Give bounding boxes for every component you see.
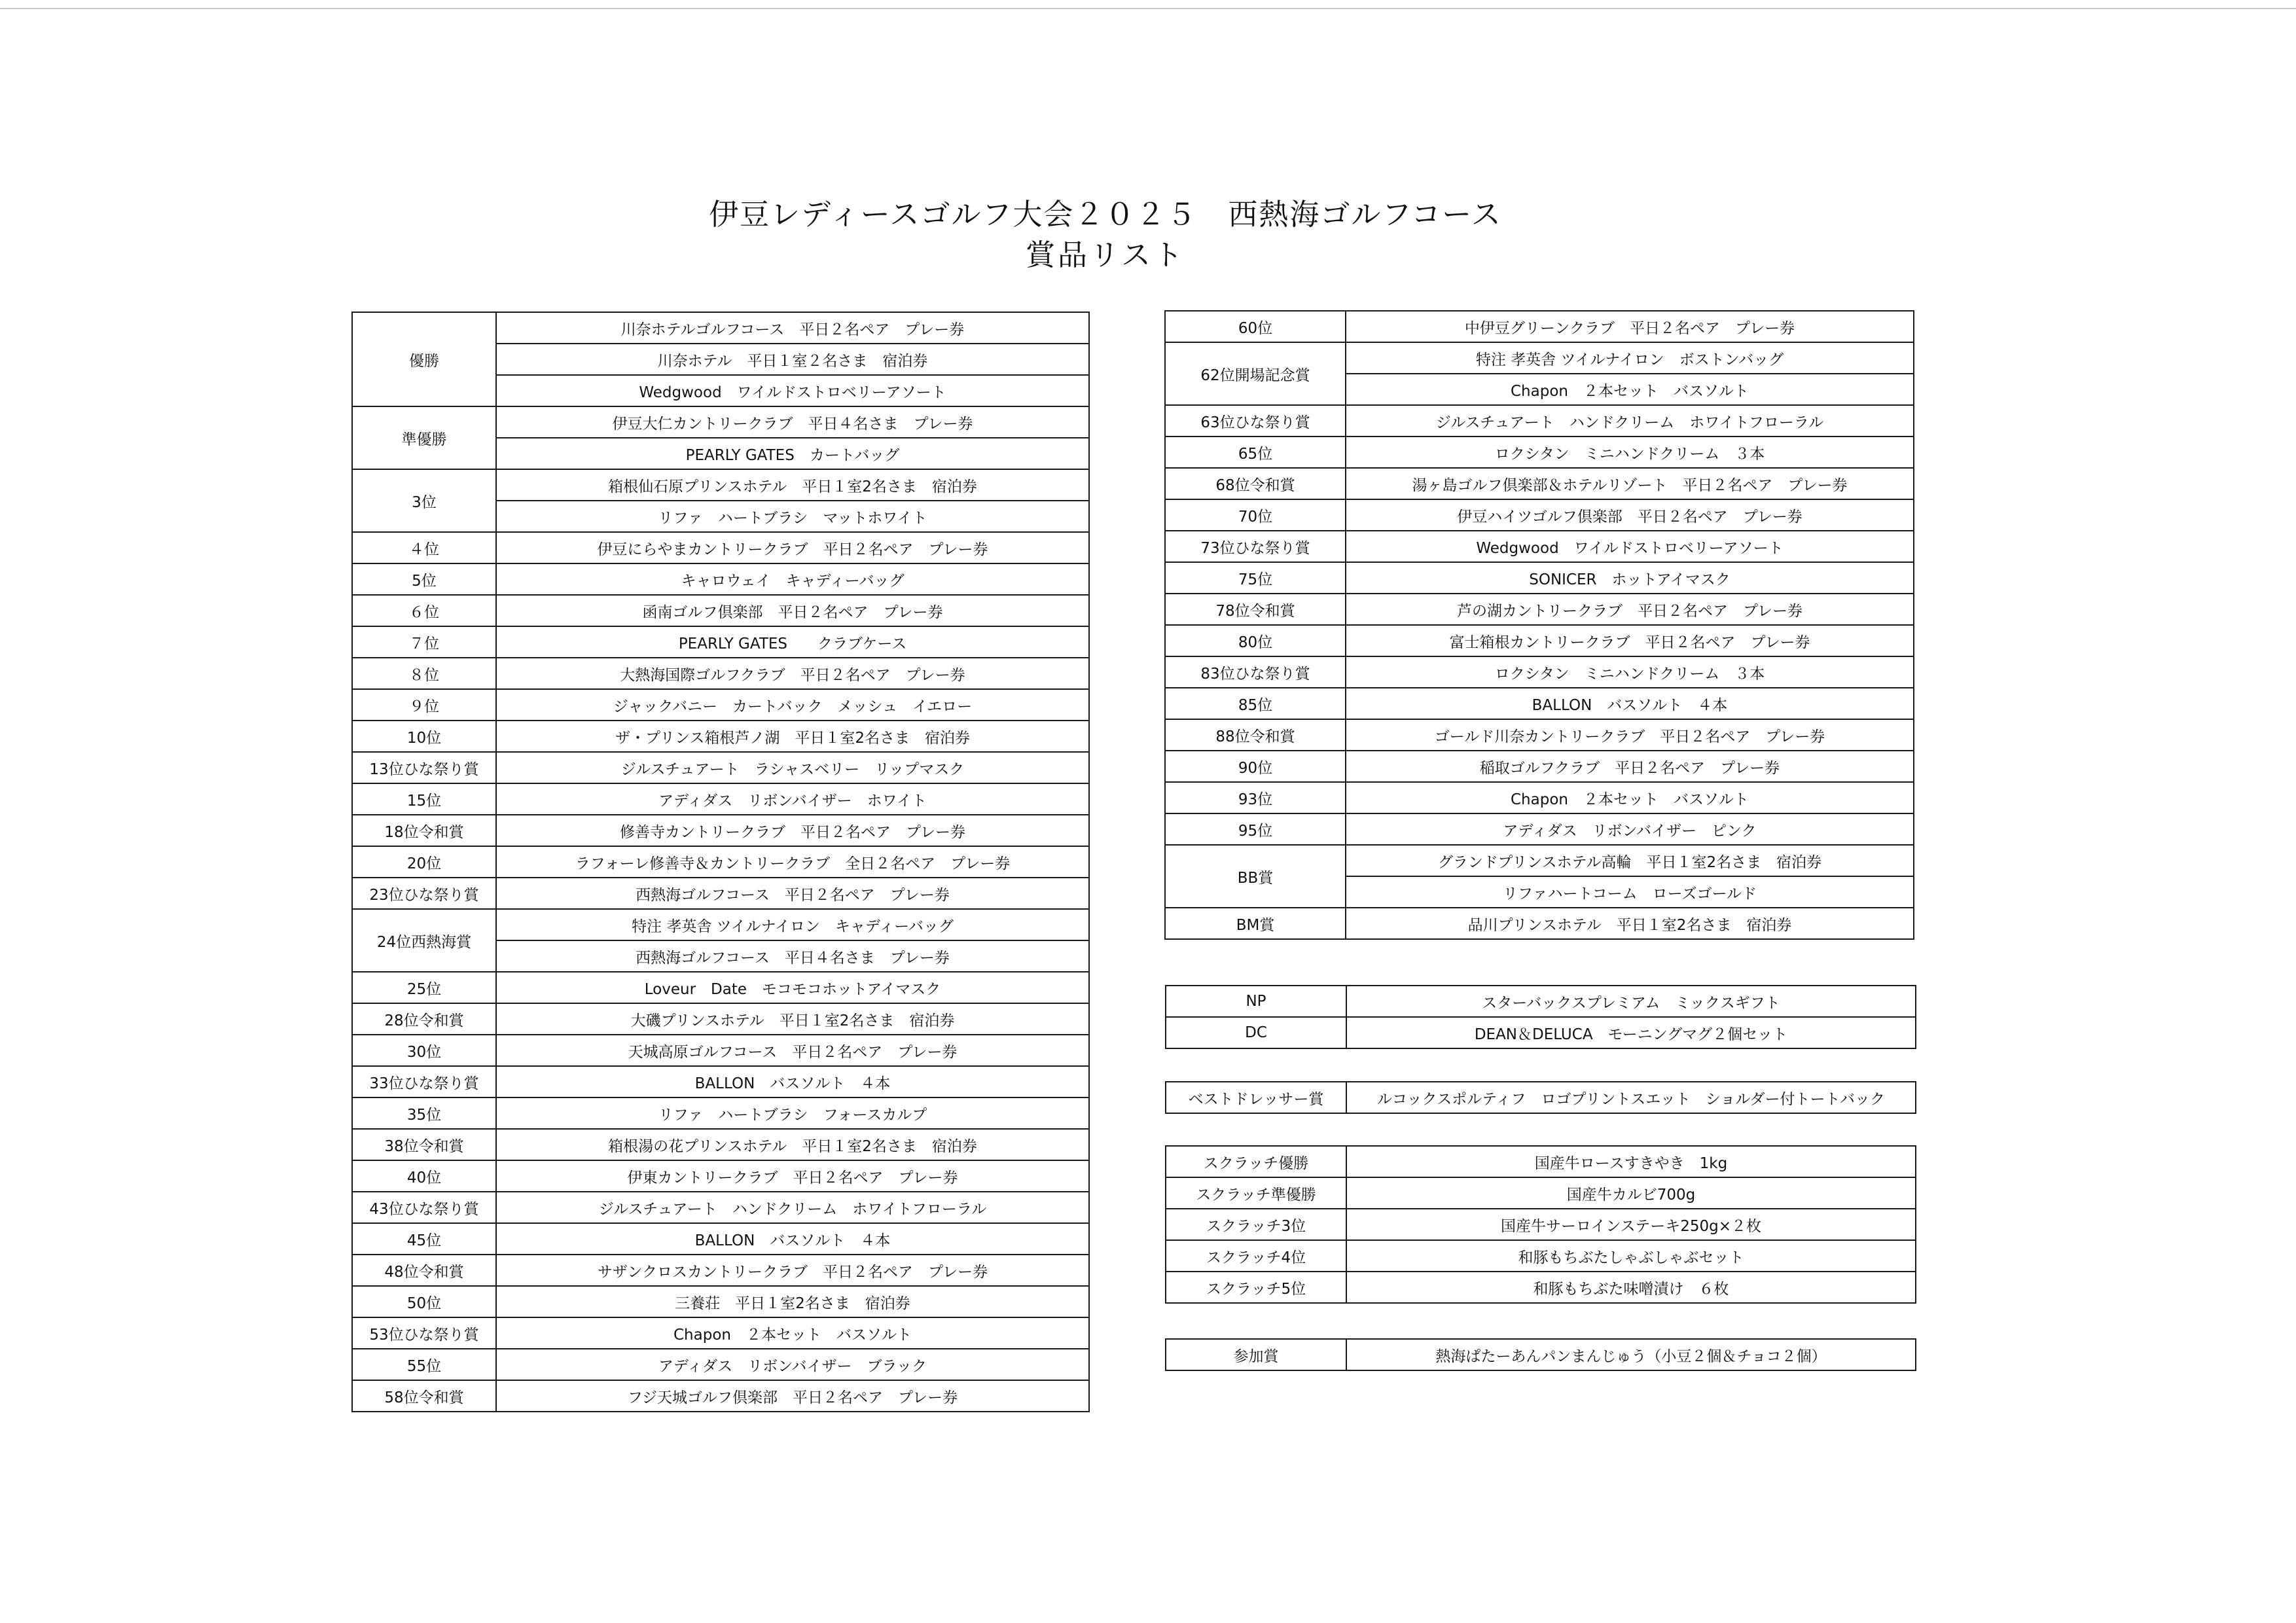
- table-row: [352, 846, 1089, 878]
- prize-cell: 富士箱根カントリークラブ 平日２名ペア プレー券: [1346, 625, 1914, 656]
- rank-cell: 85位: [1165, 688, 1346, 719]
- table-row: [1165, 531, 1914, 562]
- table-row: [352, 1066, 1089, 1097]
- table-row: [352, 1035, 1089, 1066]
- prize-cell: 伊東カントリークラブ 平日２名ペア プレー券: [496, 1160, 1089, 1192]
- table-row: [352, 469, 1089, 501]
- table-row: [352, 783, 1089, 815]
- rank-cell: DC: [1166, 1017, 1346, 1048]
- table-row: [1165, 813, 1914, 845]
- prize-cell: Wedgwood ワイルドストロベリーアソート: [496, 375, 1089, 406]
- table-row: [352, 595, 1089, 626]
- prize-cell: グランドプリンスホテル高輪 平日１室2名さま 宿泊券: [1346, 845, 1914, 876]
- prize-cell: DEAN＆DELUCA モーニングマグ２個セット: [1346, 1017, 1916, 1048]
- prize-cell: 稲取ゴルフクラブ 平日２名ペア プレー券: [1346, 751, 1914, 782]
- rank-cell: ６位: [352, 595, 496, 626]
- rank-cell: 62位開場記念賞: [1165, 342, 1346, 405]
- prize-cell: ラフォーレ修善寺＆カントリークラブ 全日２名ペア プレー券: [496, 846, 1089, 878]
- rank-cell: スクラッチ4位: [1166, 1240, 1346, 1272]
- rank-cell: 38位令和賞: [352, 1129, 496, 1160]
- rank-cell: 60位: [1165, 311, 1346, 342]
- prize-cell: 熱海ぱたーあんパンまんじゅう（小豆２個＆チョコ２個）: [1346, 1339, 1916, 1370]
- rank-cell: 24位西熱海賞: [352, 909, 496, 972]
- rank-cell: 95位: [1165, 813, 1346, 845]
- table-row: [352, 1380, 1089, 1412]
- table-row: [1165, 908, 1914, 939]
- table-row: [1166, 1177, 1916, 1209]
- table-row: [1165, 468, 1914, 499]
- prize-cell: フジ天城ゴルフ倶楽部 平日２名ペア プレー券: [496, 1380, 1089, 1412]
- rank-cell: 45位: [352, 1223, 496, 1255]
- table-row: [1165, 342, 1914, 374]
- rank-cell: 48位令和賞: [352, 1255, 496, 1286]
- rank-cell: スクラッチ3位: [1166, 1209, 1346, 1240]
- prize-cell: ルコックスポルティフ ロゴプリントスエット ショルダー付トートバック: [1346, 1082, 1916, 1113]
- prize-cell: 芦の湖カントリークラブ 平日２名ペア プレー券: [1346, 594, 1914, 625]
- table-row: [352, 689, 1089, 721]
- table-row: [1165, 311, 1914, 342]
- prize-cell: キャロウェイ キャディーバッグ: [496, 563, 1089, 595]
- title-block: [0, 194, 2296, 276]
- prize-cell: ジャックバニー カートバック メッシュ イエロー: [496, 689, 1089, 721]
- prize-cell: 和豚もちぶた味噌漬け ６枚: [1346, 1272, 1916, 1303]
- rank-cell: スクラッチ優勝: [1166, 1146, 1346, 1177]
- best-dresser-table: [1165, 1081, 1916, 1114]
- prize-cell: 三養荘 平日１室2名さま 宿泊券: [496, 1286, 1089, 1317]
- rank-cell: 13位ひな祭り賞: [352, 752, 496, 783]
- prize-cell: リファ ハートブラシ マットホワイト: [496, 501, 1089, 532]
- table-row: [352, 563, 1089, 595]
- prize-cell: リファハートコーム ローズゴールド: [1346, 876, 1914, 908]
- table-row: [352, 658, 1089, 689]
- table-row: [1165, 405, 1914, 437]
- prize-cell: 国産牛カルビ700g: [1346, 1177, 1916, 1209]
- prize-cell: SONICER ホットアイマスク: [1346, 562, 1914, 594]
- rank-cell: 58位令和賞: [352, 1380, 496, 1412]
- prize-cell: 伊豆ハイツゴルフ倶楽部 平日２名ペア プレー券: [1346, 499, 1914, 531]
- prize-cell: 天城高原ゴルフコース 平日２名ペア プレー券: [496, 1035, 1089, 1066]
- scan-edge-line: [0, 8, 2296, 9]
- prize-cell: 伊豆大仁カントリークラブ 平日４名さま プレー券: [496, 406, 1089, 438]
- prize-cell: 西熱海ゴルフコース 平日２名ペア プレー券: [496, 878, 1089, 909]
- table-row: [352, 1286, 1089, 1317]
- table-row: [1165, 562, 1914, 594]
- table-row: [1166, 1017, 1916, 1048]
- prize-cell: アディダス リボンバイザー ブラック: [496, 1349, 1089, 1380]
- rank-cell: 35位: [352, 1097, 496, 1129]
- table-row: [1165, 656, 1914, 688]
- table-row: [1165, 719, 1914, 751]
- prize-cell: 品川プリンスホテル 平日１室2名さま 宿泊券: [1346, 908, 1914, 939]
- table-row: [352, 1160, 1089, 1192]
- rank-cell: 準優勝: [352, 406, 496, 469]
- rank-cell: 88位令和賞: [1165, 719, 1346, 751]
- rank-cell: 55位: [352, 1349, 496, 1380]
- prize-cell: アディダス リボンバイザー ピンク: [1346, 813, 1914, 845]
- table-row: [352, 1317, 1089, 1349]
- table-row: [352, 1097, 1089, 1129]
- scratch-table: [1165, 1145, 1916, 1304]
- rank-cell: 65位: [1165, 437, 1346, 468]
- table-row: [1166, 1240, 1916, 1272]
- prize-cell: ジルスチュアート ハンドクリーム ホワイトフローラル: [496, 1192, 1089, 1223]
- prize-cell: PEARLY GATES カートバッグ: [496, 438, 1089, 469]
- rank-cell: 25位: [352, 972, 496, 1003]
- table-row: [352, 752, 1089, 783]
- rank-cell: 33位ひな祭り賞: [352, 1066, 496, 1097]
- rank-cell: ベストドレッサー賞: [1166, 1082, 1346, 1113]
- np-dc-table: [1165, 985, 1916, 1049]
- rank-cell: 10位: [352, 721, 496, 752]
- prize-cell: 函南ゴルフ倶楽部 平日２名ペア プレー券: [496, 595, 1089, 626]
- rank-cell: 93位: [1165, 782, 1346, 813]
- table-row: [1166, 1146, 1916, 1177]
- rank-cell: BB賞: [1165, 845, 1346, 908]
- prize-cell: Chapon ２本セット バスソルト: [1346, 374, 1914, 405]
- rank-cell: 28位令和賞: [352, 1003, 496, 1035]
- table-row: [352, 721, 1089, 752]
- table-row: [352, 1192, 1089, 1223]
- table-row: [352, 878, 1089, 909]
- prize-cell: ジルスチュアート ラシャスベリー リップマスク: [496, 752, 1089, 783]
- rank-cell: 83位ひな祭り賞: [1165, 656, 1346, 688]
- table-row: [352, 815, 1089, 846]
- prize-cell: 箱根仙石原プリンスホテル 平日１室2名さま 宿泊券: [496, 469, 1089, 501]
- prize-cell: PEARLY GATES クラブケース: [496, 626, 1089, 658]
- table-row: [352, 1223, 1089, 1255]
- table-row: [352, 1349, 1089, 1380]
- table-row: [352, 626, 1089, 658]
- prize-cell: 修善寺カントリークラブ 平日２名ペア プレー券: [496, 815, 1089, 846]
- table-row: [1166, 1272, 1916, 1303]
- table-row: [352, 312, 1089, 344]
- prize-cell: BALLON バスソルト ４本: [1346, 688, 1914, 719]
- rank-cell: ７位: [352, 626, 496, 658]
- prize-cell: スターバックスプレミアム ミックスギフト: [1346, 986, 1916, 1017]
- prize-cell: 国産牛ロースすきやき 1kg: [1346, 1146, 1916, 1177]
- prize-cell: Wedgwood ワイルドストロベリーアソート: [1346, 531, 1914, 562]
- prize-cell: BALLON バスソルト ４本: [496, 1223, 1089, 1255]
- table-row: [1165, 625, 1914, 656]
- table-row: [1165, 845, 1914, 876]
- rank-cell: 73位ひな祭り賞: [1165, 531, 1346, 562]
- rank-cell: スクラッチ5位: [1166, 1272, 1346, 1303]
- prize-cell: 箱根湯の花プリンスホテル 平日１室2名さま 宿泊券: [496, 1129, 1089, 1160]
- rank-cell: 15位: [352, 783, 496, 815]
- prize-cell: 伊豆にらやまカントリークラブ 平日２名ペア プレー券: [496, 532, 1089, 563]
- prize-cell: Chapon ２本セット バスソルト: [1346, 782, 1914, 813]
- rank-cell: ４位: [352, 532, 496, 563]
- prize-cell: サザンクロスカントリークラブ 平日２名ペア プレー券: [496, 1255, 1089, 1286]
- table-row: [1165, 751, 1914, 782]
- prize-cell: ロクシタン ミニハンドクリーム ３本: [1346, 656, 1914, 688]
- table-row: [1165, 782, 1914, 813]
- rank-cell: 53位ひな祭り賞: [352, 1317, 496, 1349]
- rank-cell: 参加賞: [1166, 1339, 1346, 1370]
- rank-cell: BM賞: [1165, 908, 1346, 939]
- rank-cell: スクラッチ準優勝: [1166, 1177, 1346, 1209]
- left-prize-table: [351, 312, 1090, 1412]
- table-row: [1165, 499, 1914, 531]
- rank-cell: 30位: [352, 1035, 496, 1066]
- prize-cell: Loveur Date モコモコホットアイマスク: [496, 972, 1089, 1003]
- prize-cell: ロクシタン ミニハンドクリーム ３本: [1346, 437, 1914, 468]
- document-subtitle: 賞品リスト: [1025, 238, 1186, 272]
- rank-cell: 68位令和賞: [1165, 468, 1346, 499]
- table-row: [1166, 986, 1916, 1017]
- rank-cell: 78位令和賞: [1165, 594, 1346, 625]
- rank-cell: 23位ひな祭り賞: [352, 878, 496, 909]
- table-row: [1166, 1209, 1916, 1240]
- prize-cell: アディダス リボンバイザー ホワイト: [496, 783, 1089, 815]
- right-prize-table: [1164, 310, 1914, 940]
- rank-cell: 40位: [352, 1160, 496, 1192]
- prize-cell: 湯ヶ島ゴルフ倶楽部＆ホテルリゾート 平日２名ペア プレー券: [1346, 468, 1914, 499]
- prize-cell: ジルスチュアート ハンドクリーム ホワイトフローラル: [1346, 405, 1914, 437]
- table-row: [352, 532, 1089, 563]
- prize-cell: ザ・プリンス箱根芦ノ湖 平日１室2名さま 宿泊券: [496, 721, 1089, 752]
- table-row: [1165, 437, 1914, 468]
- prize-cell: 大熱海国際ゴルフクラブ 平日２名ペア プレー券: [496, 658, 1089, 689]
- prize-cell: Chapon ２本セット バスソルト: [496, 1317, 1089, 1349]
- table-row: [352, 1255, 1089, 1286]
- prize-cell: 特注 孝英舎 ツイルナイロン ボストンバッグ: [1346, 342, 1914, 374]
- prize-cell: 川奈ホテルゴルフコース 平日２名ペア プレー券: [496, 312, 1089, 344]
- prize-cell: リファ ハートブラシ フォースカルプ: [496, 1097, 1089, 1129]
- rank-cell: 63位ひな祭り賞: [1165, 405, 1346, 437]
- table-row: [352, 972, 1089, 1003]
- table-row: [1165, 594, 1914, 625]
- rank-cell: 75位: [1165, 562, 1346, 594]
- prize-cell: 西熱海ゴルフコース 平日４名さま プレー券: [496, 940, 1089, 972]
- rank-cell: 20位: [352, 846, 496, 878]
- table-row: [352, 406, 1089, 438]
- table-row: [1166, 1339, 1916, 1370]
- prize-cell: 大磯プリンスホテル 平日１室2名さま 宿泊券: [496, 1003, 1089, 1035]
- document-title: 伊豆レディースゴルフ大会２０２５ 西熱海ゴルフコース: [709, 197, 1502, 232]
- participation-table: [1165, 1338, 1916, 1371]
- prize-cell: ゴールド川奈カントリークラブ 平日２名ペア プレー券: [1346, 719, 1914, 751]
- rank-cell: 90位: [1165, 751, 1346, 782]
- table-row: [352, 1129, 1089, 1160]
- prize-cell: 和豚もちぶたしゃぶしゃぶセット: [1346, 1240, 1916, 1272]
- table-row: [1165, 688, 1914, 719]
- rank-cell: 18位令和賞: [352, 815, 496, 846]
- prize-cell: BALLON バスソルト ４本: [496, 1066, 1089, 1097]
- prize-cell: 中伊豆グリーンクラブ 平日２名ペア プレー券: [1346, 311, 1914, 342]
- prize-cell: 特注 孝英舎 ツイルナイロン キャディーバッグ: [496, 909, 1089, 940]
- rank-cell: 43位ひな祭り賞: [352, 1192, 496, 1223]
- rank-cell: 80位: [1165, 625, 1346, 656]
- table-row: [352, 1003, 1089, 1035]
- table-row: [1166, 1082, 1916, 1113]
- prize-cell: 国産牛サーロインステーキ250g×２枚: [1346, 1209, 1916, 1240]
- rank-cell: 5位: [352, 563, 496, 595]
- prize-cell: 川奈ホテル 平日１室２名さま 宿泊券: [496, 344, 1089, 375]
- rank-cell: ８位: [352, 658, 496, 689]
- rank-cell: 優勝: [352, 312, 496, 406]
- rank-cell: 50位: [352, 1286, 496, 1317]
- rank-cell: ９位: [352, 689, 496, 721]
- table-row: [352, 909, 1089, 940]
- rank-cell: 70位: [1165, 499, 1346, 531]
- rank-cell: NP: [1166, 986, 1346, 1017]
- rank-cell: 3位: [352, 469, 496, 532]
